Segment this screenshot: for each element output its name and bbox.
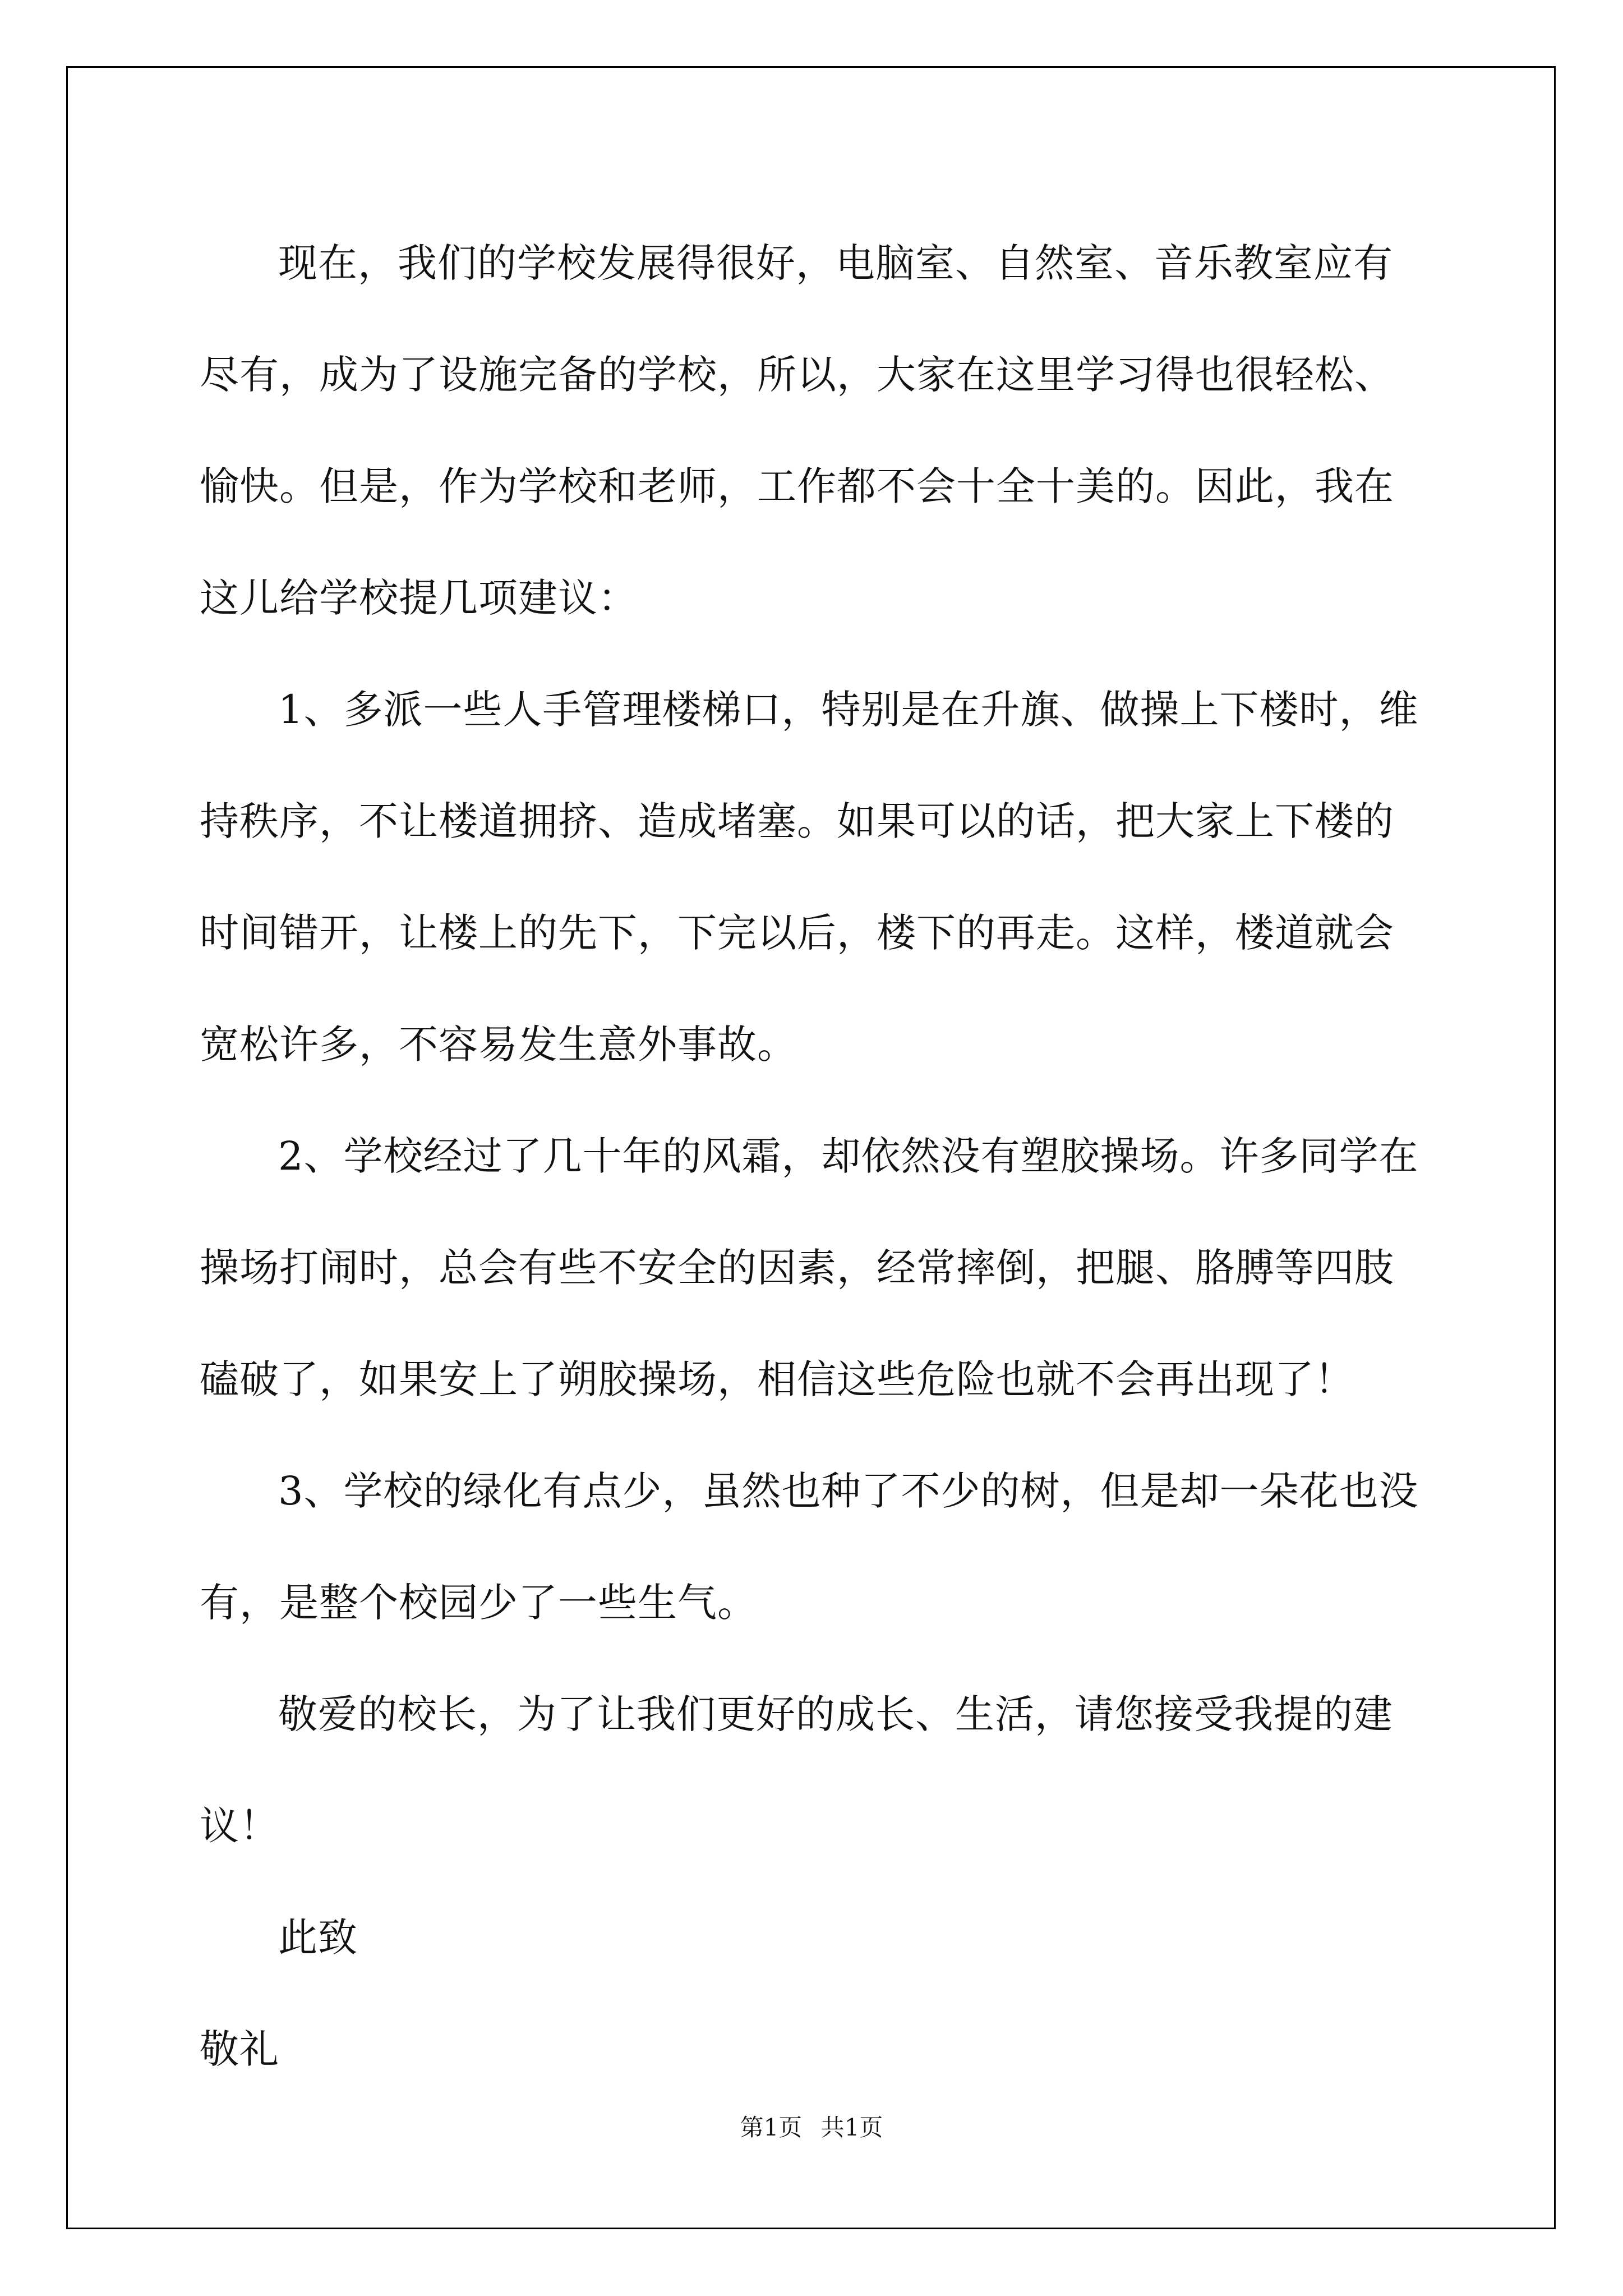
letter-body <box>200 208 1431 2105</box>
page-number: 第1页 <box>740 2114 803 2141</box>
salutation-text: 敬礼 <box>200 2026 279 2072</box>
paragraph-suggestion-3: 3、学校的绿化有点少，虽然也种了不少的树，但是却一朵花也没有，是整个校园少了一些生气。 <box>200 1468 1419 1626</box>
paragraph-suggestion-2: 2、学校经过了几十年的风霜，却依然没有塑胶操场。许多同学在操场打闹时，总会有些不安全的因素，经常摔倒，把腿、胳膊等四肢磕破了，如果安上了朔胶操场，相信这些危险也就不会再出现了！ <box>200 1133 1419 1402</box>
page-footer <box>0 2109 1623 2143</box>
page-total: 共1页 <box>820 2114 883 2141</box>
paragraph-suggestion-1: 1、多派一些人手管理楼梯口，特别是在升旗、做操上下楼时，维持秩序，不让楼道拥挤、造成堵塞。如果可以的话，把大家上下楼的时间错开，让楼上的先下，下完以后，楼下的再走。这样，楼道就会宽松许多，不容易发生意外事故。 <box>200 687 1419 1068</box>
paragraph-conclusion: 敬爱的校长，为了让我们更好的成长、生活，请您接受我提的建议！ <box>200 1691 1393 1849</box>
paragraph-intro: 现在，我们的学校发展得很好，电脑室、自然室、音乐教室应有尽有，成为了设施完备的学校，所以，大家在这里学习得也很轻松、愉快。但是，作为学校和老师，工作都不会十全十美的。因此，我在这儿给学校提几项建议： <box>200 240 1394 621</box>
closing-text: 此致 <box>278 1915 358 1961</box>
